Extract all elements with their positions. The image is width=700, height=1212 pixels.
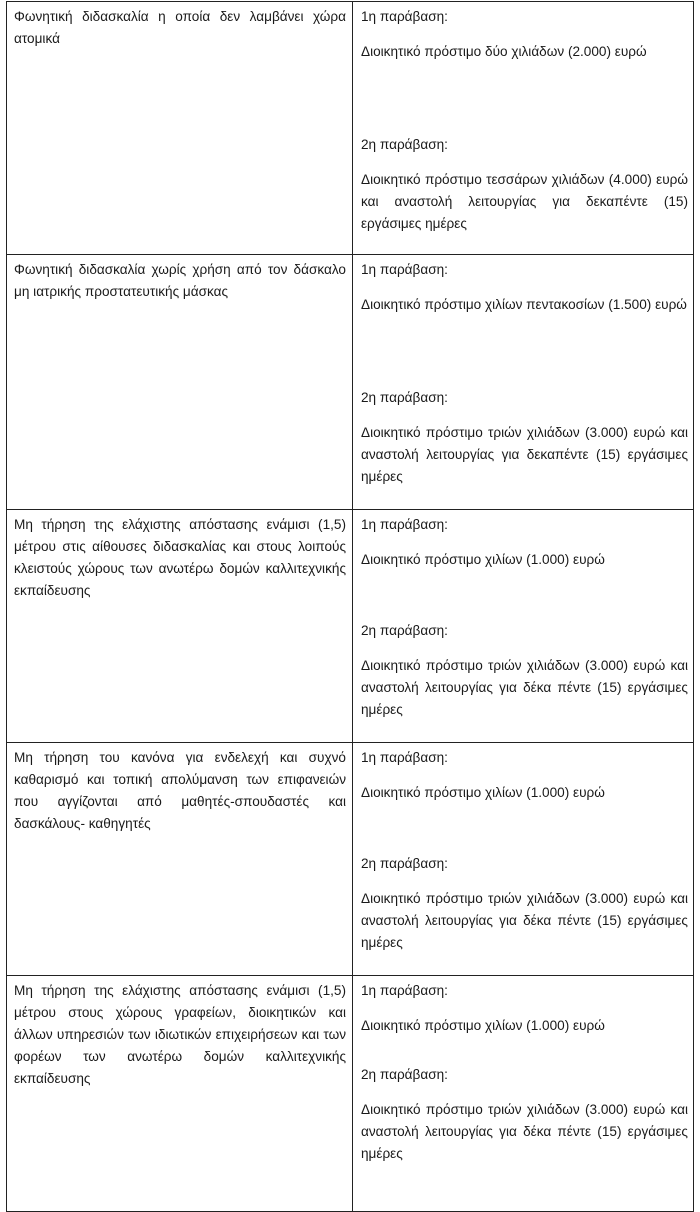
table-row <box>7 976 694 1212</box>
first-offense-label: 1η παράβαση: <box>361 262 448 277</box>
first-offense-label: 1η παράβαση: <box>361 983 448 998</box>
table-row <box>7 510 694 743</box>
second-offense-penalty: Διοικητικό πρόστιμο τριών χιλιάδων (3.000) ευρώ και αναστολή λειτουργίας για δέκα πέντε (15) εργάσιμες ημέρες <box>361 1102 688 1161</box>
table-row <box>7 2 694 255</box>
second-offense-penalty: Διοικητικό πρόστιμο τριών χιλιάδων (3.000) ευρώ και αναστολή λειτουργίας για δεκαπέντε (15) εργάσιμες ημέρες <box>361 425 688 484</box>
second-offense-penalty: Διοικητικό πρόστιμο τριών χιλιάδων (3.000) ευρώ και αναστολή λειτουργίας για δέκα πέντε (15) εργάσιμες ημέρες <box>361 658 688 717</box>
violation-cell: Μη τήρηση του κανόνα για ενδελεχή και συχνό καθαρισμό και τοπική απολύμανση των επιφανειών που αγγίζονται από μαθητές-σπουδαστές και δασκάλους- καθηγητές <box>7 743 353 976</box>
second-offense-label: 2η παράβαση: <box>361 1067 448 1082</box>
penalty-cell <box>353 743 694 976</box>
first-offense-penalty: Διοικητικό πρόστιμο χιλίων (1.000) ευρώ <box>361 552 605 567</box>
violation-cell: Μη τήρηση της ελάχιστης απόστασης ενάμισι (1,5) μέτρου στις αίθουσες διδασκαλίας και στους λοιπούς κλειστούς χώρους των ανωτέρω δομών καλλιτεχνικής εκπαίδευσης <box>7 510 353 743</box>
second-offense-penalty: Διοικητικό πρόστιμο τριών χιλιάδων (3.000) ευρώ και αναστολή λειτουργίας για δέκα πέντε (15) εργάσιμες ημέρες <box>361 891 688 950</box>
penalty-cell <box>353 255 694 510</box>
first-offense-penalty: Διοικητικό πρόστιμο χιλίων πεντακοσίων (1.500) ευρώ <box>361 297 687 312</box>
penalty-cell <box>353 510 694 743</box>
second-offense-label: 2η παράβαση: <box>361 137 448 152</box>
violation-cell: Φωνητική διδασκαλία η οποία δεν λαμβάνει χώρα ατομικά <box>7 2 353 255</box>
first-offense-label: 1η παράβαση: <box>361 517 448 532</box>
second-offense-label: 2η παράβαση: <box>361 623 448 638</box>
first-offense-penalty: Διοικητικό πρόστιμο χιλίων (1.000) ευρώ <box>361 1018 605 1033</box>
violation-cell: Μη τήρηση της ελάχιστης απόστασης ενάμισι (1,5) μέτρου στους χώρους γραφείων, διοικητικών και άλλων υπηρεσιών των ιδιωτικών επιχειρήσεων και των φορέων των ανωτέρω δομών καλλιτεχνικής εκπαίδευσης <box>7 976 353 1212</box>
first-offense-label: 1η παράβαση: <box>361 9 448 24</box>
penalties-table <box>6 1 694 1212</box>
table-row <box>7 743 694 976</box>
first-offense-label: 1η παράβαση: <box>361 750 448 765</box>
first-offense-penalty: Διοικητικό πρόστιμο δύο χιλιάδων (2.000) ευρώ <box>361 44 647 59</box>
second-offense-penalty: Διοικητικό πρόστιμο τεσσάρων χιλιάδων (4.000) ευρώ και αναστολή λειτουργίας για δεκαπέντε (15) εργάσιμες ημέρες <box>361 172 688 231</box>
second-offense-label: 2η παράβαση: <box>361 856 448 871</box>
violation-cell: Φωνητική διδασκαλία χωρίς χρήση από τον δάσκαλο μη ιατρικής προστατευτικής μάσκας <box>7 255 353 510</box>
penalty-cell <box>353 2 694 255</box>
first-offense-penalty: Διοικητικό πρόστιμο χιλίων (1.000) ευρώ <box>361 785 605 800</box>
penalty-cell <box>353 976 694 1212</box>
table-row <box>7 255 694 510</box>
second-offense-label: 2η παράβαση: <box>361 390 448 405</box>
